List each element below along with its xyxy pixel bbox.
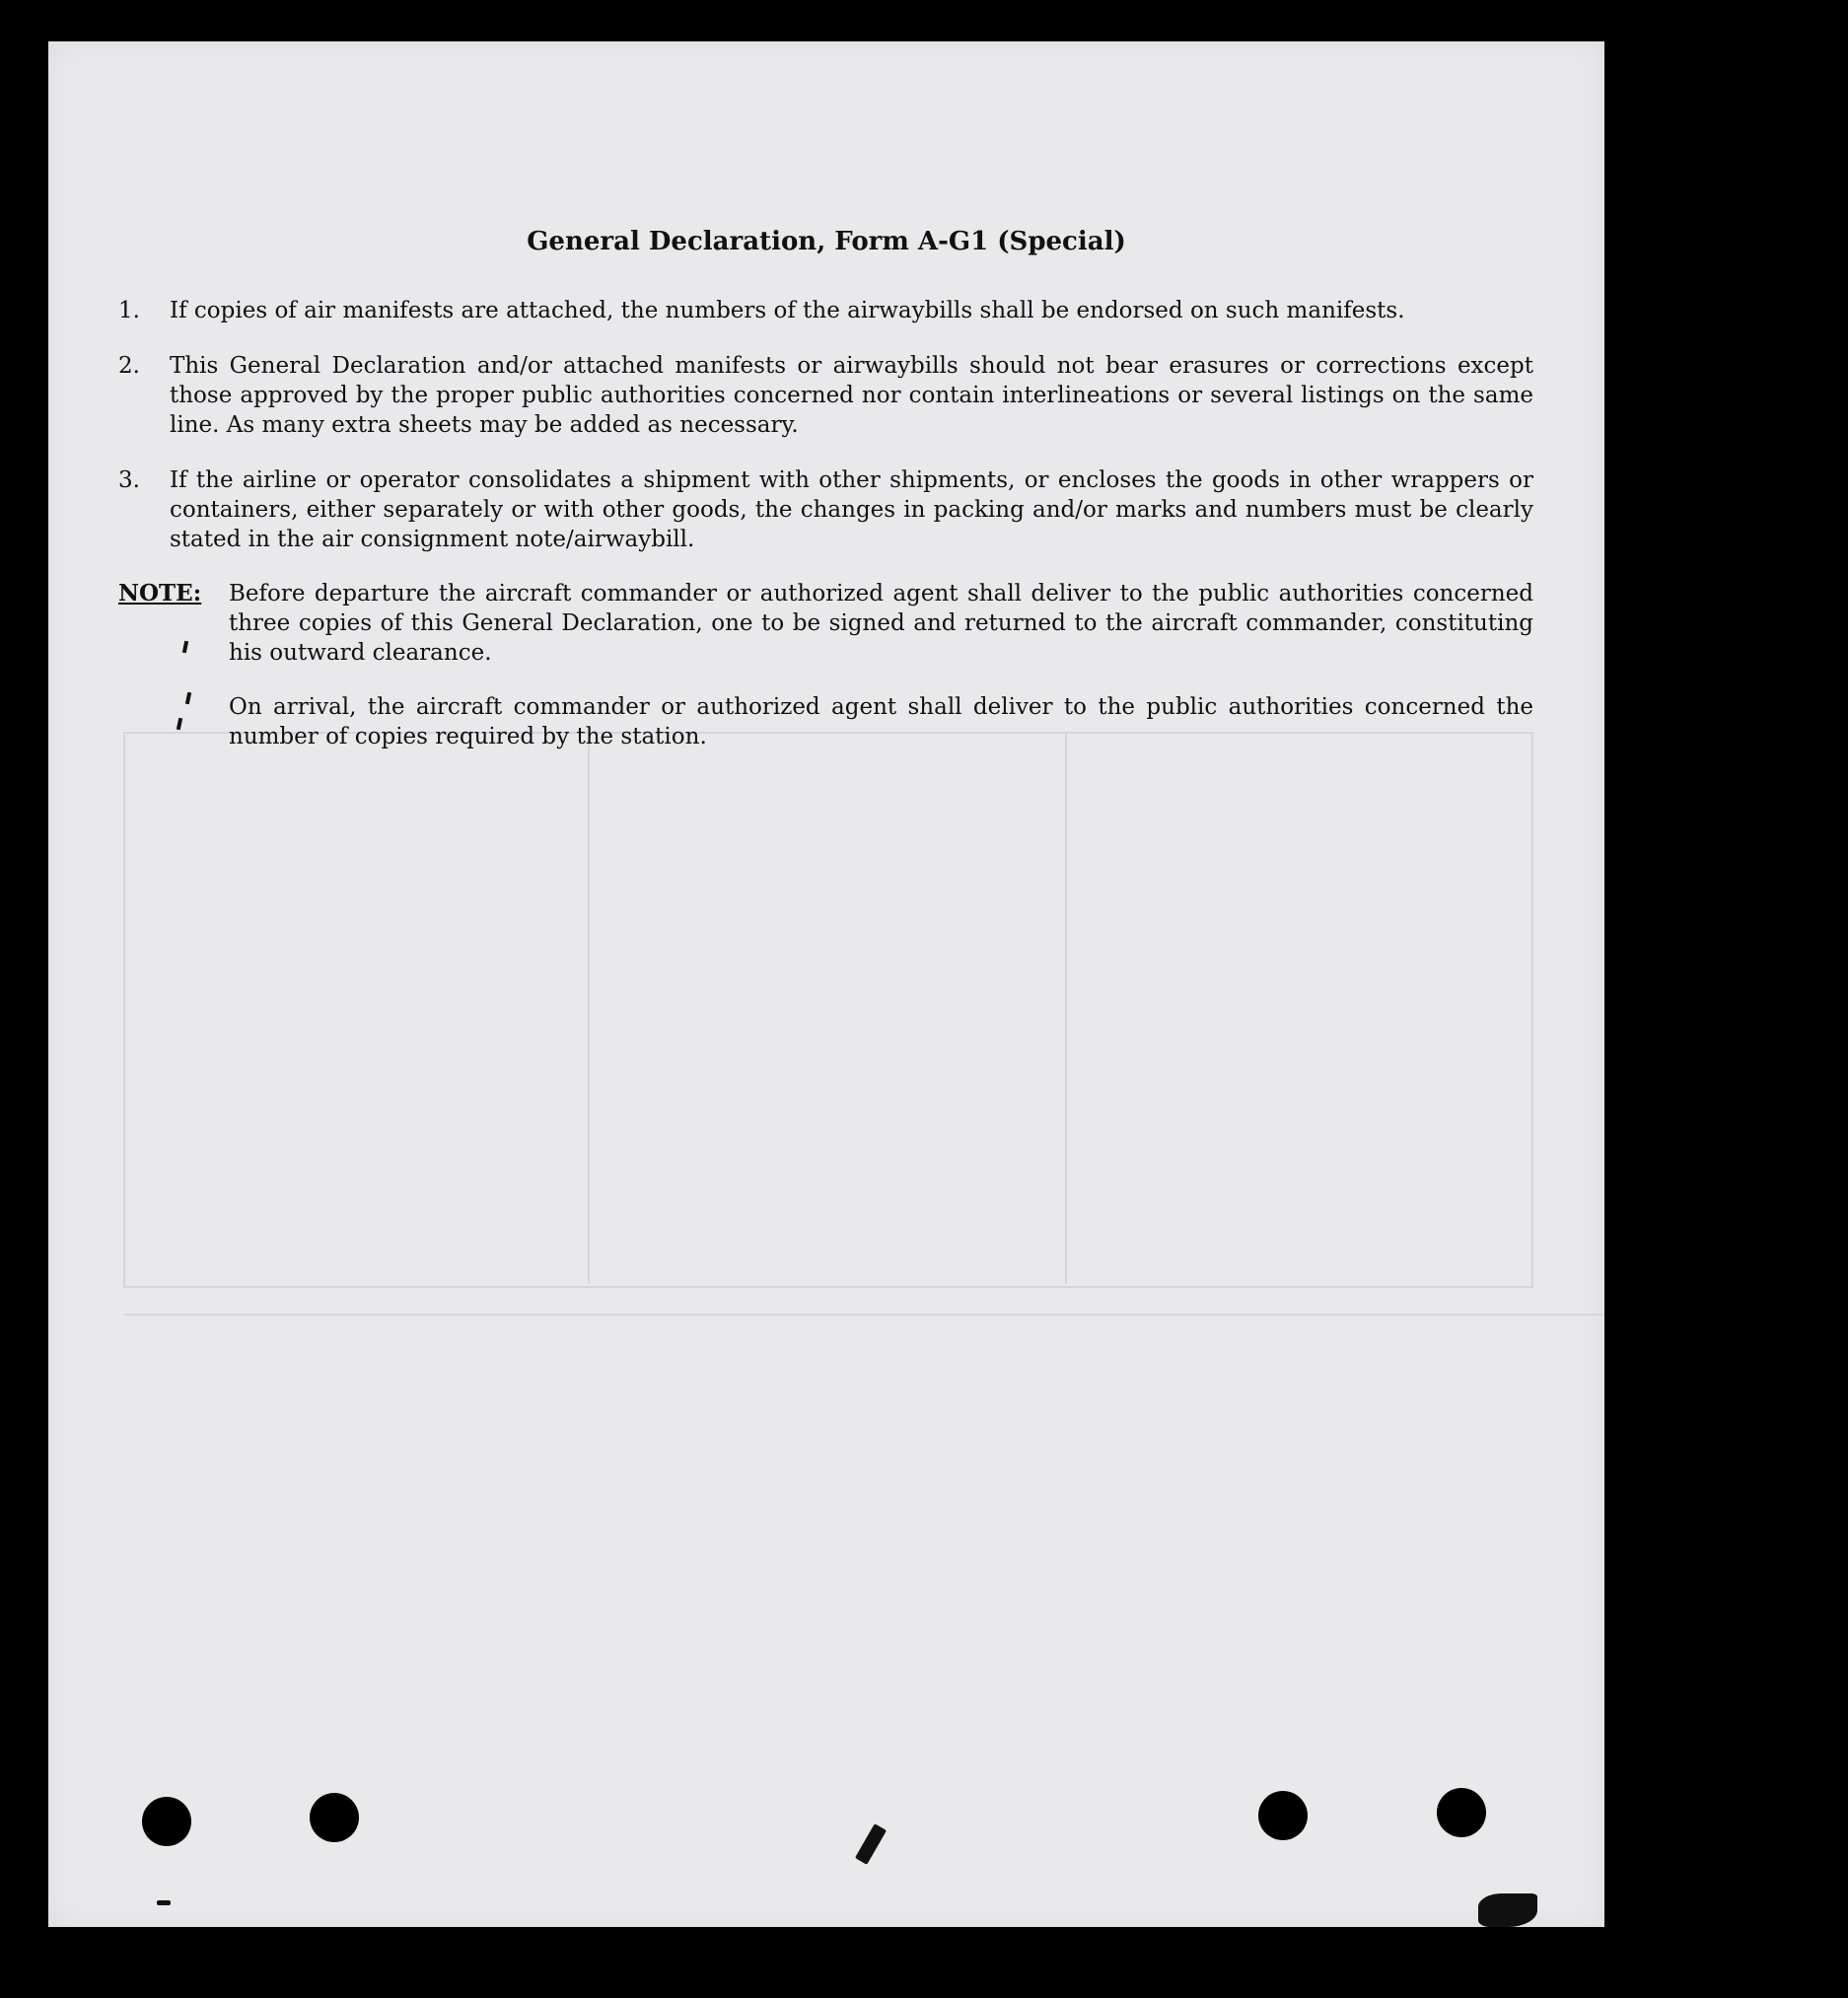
item-text: This General Declaration and/or attached manifests or airwaybills should not bear erasures or corrections except those approved by the proper public authorities concerned nor contain interlineations or several listings on the same line. As many extra sheets may be added as necessary. — [170, 353, 1533, 438]
instruction-item-1 — [118, 296, 1533, 325]
item-text: If the airline or operator consolidates a shipment with other shipments, or encloses the goods in other wrappers or containers, either separately or with other goods, the changes in packing and/or marks and numbers must be clearly stated in the air consignment note/airwaybill. — [170, 467, 1533, 552]
note-label: NOTE: — [118, 580, 202, 607]
margin-tick-mark — [185, 692, 191, 705]
paper-damage-mark — [157, 1900, 171, 1905]
item-number: 2. — [118, 353, 140, 379]
margin-tick-mark — [182, 641, 188, 654]
page-title: General Declaration, Form A-G1 (Special) — [527, 227, 1126, 256]
note-paragraph-1: Before departure the aircraft commander or authorized agent shall deliver to the public authorities concerned three copies of this General Declaration, one to be signed and returned to the aircraft commander, constituting his outward clearance. — [229, 581, 1533, 666]
instruction-item-2 — [118, 351, 1533, 440]
punch-hole — [1437, 1788, 1486, 1837]
note-paragraph-2: On arrival, the aircraft commander or authorized agent shall deliver to the public authorities concerned the number of copies required by the station. — [229, 694, 1533, 749]
item-text: If copies of air manifests are attached, the numbers of the airwaybills shall be endorsed on such manifests. — [170, 298, 1405, 323]
bleed-through-form-box — [123, 732, 1533, 1288]
punch-hole — [142, 1797, 191, 1846]
item-number: 1. — [118, 298, 140, 323]
bleed-through-form-divider-2 — [1065, 732, 1067, 1284]
item-number: 3. — [118, 467, 140, 493]
document-page — [48, 41, 1604, 1927]
instruction-item-3 — [118, 465, 1533, 554]
punch-hole — [310, 1793, 359, 1842]
margin-tick-mark — [177, 718, 182, 731]
paper-damage-mark — [855, 1823, 887, 1865]
paper-damage-mark — [1478, 1893, 1537, 1927]
bleed-through-form-divider-1 — [588, 732, 590, 1284]
bleed-through-rule — [123, 1314, 1602, 1316]
punch-hole — [1258, 1791, 1308, 1840]
